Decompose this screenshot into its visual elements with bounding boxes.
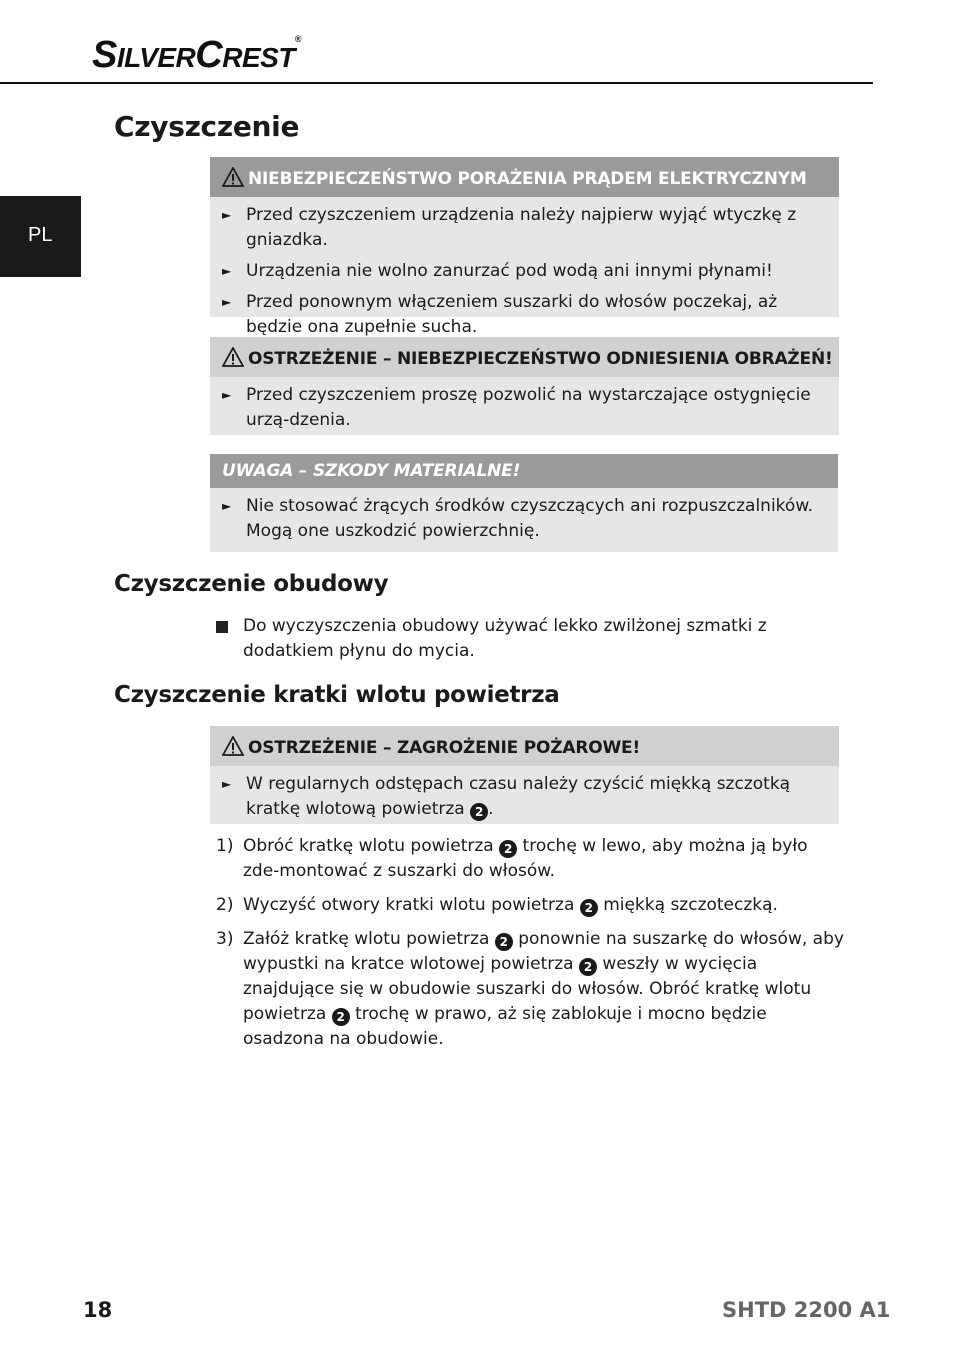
list-item: ► Urządzenia nie wolno zanurzać pod wodą ani innymi płynami! bbox=[222, 259, 829, 284]
model-number: SHTD 2200 A1 bbox=[722, 1298, 891, 1322]
warning-heading: OSTRZEŻENIE – ZAGROŻENIE POŻAROWE! bbox=[210, 726, 839, 766]
steps-list bbox=[216, 834, 846, 1061]
brand-logo: SILVERCREST® bbox=[92, 34, 302, 76]
arrow-icon: ► bbox=[222, 208, 232, 222]
warning-triangle-icon bbox=[222, 347, 244, 367]
housing-instructions bbox=[216, 614, 846, 664]
caution-heading: UWAGA – SZKODY MATERIALNE! bbox=[210, 454, 838, 488]
warning-heading: OSTRZEŻENIE – NIEBEZPIECZEŃSTWO ODNIESIENIA OBRAŻEŃ! bbox=[210, 337, 839, 377]
section-title-housing: Czyszczenie obudowy bbox=[114, 571, 389, 597]
list-item: ► W regularnych odstępach czasu należy czyścić miękką szczotką kratkę wlotową powietrza 2 . bbox=[222, 774, 791, 819]
step-item: 1) Obróć kratkę wlotu powietrza 2 trochę w lewo, aby można ją było zde-montować z suszarki do włosów. bbox=[216, 836, 808, 881]
fire-warning-box bbox=[210, 726, 839, 824]
step-item: 2) Wyczyść otwory kratki wlotu powietrza 2 miękką szczoteczką. bbox=[216, 895, 778, 915]
arrow-icon: ► bbox=[222, 499, 232, 513]
material-damage-caution-box bbox=[210, 454, 838, 552]
list-item: ► Przed czyszczeniem urządzenia należy najpierw wyjąć wtyczkę z gniazdka. bbox=[222, 205, 797, 250]
warning-triangle-icon bbox=[222, 167, 244, 187]
part-number-badge: 2 bbox=[499, 840, 517, 858]
part-number-badge: 2 bbox=[470, 803, 488, 821]
warning-triangle-icon bbox=[222, 736, 244, 756]
list-item: ► Nie stosować żrących środków czyszczących ani rozpuszczalników. Mogą one uszkodzić powierzchnię. bbox=[222, 496, 814, 541]
part-number-badge: 2 bbox=[495, 933, 513, 951]
square-bullet-icon bbox=[216, 621, 228, 633]
arrow-icon: ► bbox=[222, 777, 232, 791]
list-item: ► Przed ponownym włączeniem suszarki do włosów poczekaj, aż będzie ona zupełnie sucha. bbox=[222, 292, 778, 337]
arrow-icon: ► bbox=[222, 295, 232, 309]
list-item: ► Przed czyszczeniem proszę pozwolić na wystarczające ostygnięcie urzą-dzenia. bbox=[222, 385, 811, 430]
arrow-icon: ► bbox=[222, 388, 232, 402]
list-item: Do wyczyszczenia obudowy używać lekko zwilżonej szmatki z dodatkiem płynu do mycia. bbox=[216, 614, 846, 664]
injury-warning-box bbox=[210, 337, 839, 435]
electric-shock-warning-box bbox=[210, 157, 839, 337]
language-tab: PL bbox=[0, 196, 81, 277]
page-title: Czyszczenie bbox=[114, 110, 300, 143]
step-item: 3) Załóż kratkę wlotu powietrza 2 ponownie na suszarkę do włosów, aby wypustki na kratce wlotowej powietrza 2 weszły w wycięcia znajdujące się w obudowie suszarki do włosów. Obróć kratkę wlotu powietrza 2 trochę w prawo, aż się zablokuje i mocno będzie osadzona na obudowie. bbox=[216, 929, 844, 1049]
part-number-badge: 2 bbox=[332, 1008, 350, 1026]
page-number: 18 bbox=[83, 1298, 113, 1322]
header-divider bbox=[0, 82, 873, 84]
part-number-badge: 2 bbox=[579, 958, 597, 976]
section-title-air-inlet: Czyszczenie kratki wlotu powietrza bbox=[114, 682, 560, 708]
arrow-icon: ► bbox=[222, 264, 232, 278]
part-number-badge: 2 bbox=[580, 899, 598, 917]
warning-heading: NIEBEZPIECZEŃSTWO PORAŻENIA PRĄDEM ELEKTRYCZNYM bbox=[210, 157, 839, 197]
